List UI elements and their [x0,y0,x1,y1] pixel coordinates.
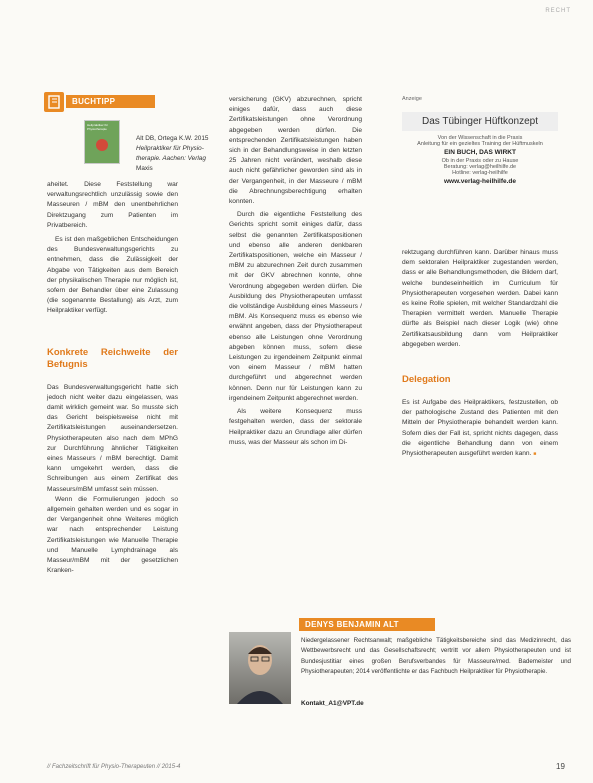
footer-publication: // Fachzeitschrift für Physio-Therapeuten // 2015-4 [47,764,181,770]
column-1 [47,180,178,577]
author-photo [229,632,291,704]
col1-paragraph-4: Wenn die Formulierungen jedoch so allgemein gehalten werden und es sogar in der Vergangenheit ohne Weiteres möglich war nach entsprechender Leistung Zertifikatsleistungen wie Manuelle Therapie und Manuelle Lymphdrainage als Masseur/mBM mit der gesetzlichen Kranken- [47,495,178,575]
ad-box[interactable] [402,112,558,212]
column-2 [229,95,362,448]
book-cover-emblem [96,139,108,151]
author-bio: Niedergelassener Rechtsanwalt; maßgebliche Tätigkeitsbereiche sind das Medizinrecht, das Wettbewerbsrecht und das Gesellschaftsrecht; vertritt vor allem Physiotherapeuten und ist Bundesjustitiar eines großen Berufsverbandes für Masseure/med. Bademeister und Physiotherapeuten; 2014 veröffentlichte er das Fachbuch Heilpraktiker für Physiotherapie. [301,637,571,676]
col3-paragraph-2 [402,398,558,459]
citation-line-4: Maxis [136,165,153,172]
ad-label: Anzeige [402,96,422,102]
col2-paragraph-1: versicherung (GKV) abzurechnen, spricht einiges dafür, dass auch diese Zertifikatsleistungen ohne Verordnung abgegeben werden dürfen. Die entsprechenden Zertifikatsleistungen haben sich in der Behandlungsweise in den letzten 25 Jahren nicht verändert, weshalb diese auch nicht gefährlicher geworden sind als in der Vergangenheit, in der Masseure / mBM die Abrechnungsberechtigung erhalten konnten. [229,96,362,206]
book-icon [44,92,64,112]
ad-contact-1: Ob in der Praxis oder zu Hause [441,158,519,164]
author-box [229,618,571,714]
col1-paragraph-3: Das Bundesverwaltungsgericht hatte sich jedoch nicht weiter dazu eingelassen, was damit wirklich gemeint war. So musste sich das Gericht beispielsweise nicht mit Zertifikatsleistungen auseinandersetzen. Physiotherapeuten also nach dem MPhG zur Durchführung ähnlicher Tätigkeiten eines Masseurs / mBM berechtigt. Damit kann umgekehrt werden, dass die Schreibungen aus einem Zertifikat des Masseurs/mBM umfasst sein müssen. [47,383,178,493]
col1-paragraph-2: Es ist den maßgeblichen Entscheidungen des Bundesverwaltungsgerichts zu entnehmen, dass die Zulässigkeit der Abgabe von Tätigkeiten aus dem Bereich der physikalischen Therapie nur möglich ist, sofern der Behandler über eine Zulassung (die sogenannte Bestallung) als Arzt, zum Heilpraktiker verfügt. [47,236,178,315]
ad-bold-line: EIN BUCH, DAS WIRKT [444,149,516,156]
author-contact[interactable]: Kontakt_A1@VPT.de [301,700,364,707]
book-cover-title: Heilpraktiker für Physiotherapie [87,123,109,131]
col2-paragraph-3: Als weitere Konsequenz muss festgehalten werden, dass der sektorale Heilpraktiker dazu an Grundlage aller dürfen muss, was der Masseur als schon im Di- [229,408,362,446]
ad-title: Das Tübinger Hüftkonzept [402,112,558,131]
book-citation [136,134,208,174]
citation-line-1: Alt DB, Ortega K.W. 2015 [136,135,209,142]
ad-contact-3: Hotline: verlag-heilhilfe [452,170,508,176]
col2-paragraph-2: Durch die eigentliche Feststellung des Gerichts spricht somit einiges dafür, dass selbst die genannten Zertifikatspositionen und ebenso alle anderen denkbaren Zertifikatspositionen, welche ein Masseur / mBM zu abzurechnen Zeit durch zusammen mit der GKV abrechnen konnte, ohne Verordnung abgegeben werden dürfen. Die Ausbildung des Physiotherapeuten umfasst die vollständige Ausbildung eines Masseurs / mBM. Als Konsequenz muss es ebenso wie erwähnt angeben, dass der Physiotherapeut ebenso alle Leistungen ohne Verordnung abgeben können muss, sofern diese Leistungen zu irgendeinem Zeitpunkt einmal von einem Masseur / mBM hatten durchgeführt und abgerechnet werden können. Denn nur für Leistungen kann zu irgendeinem Zeitpunkt abgerechnet werden. [229,211,362,402]
section-label: RECHT [545,8,571,14]
col3-paragraph-2-text: Es ist Aufgabe des Heilpraktikers, festzustellen, ob der pathologische Zustand des Patienten mit den Mitteln der Physiotherapie behandelt werden kann. Sofern dies der Fall ist, spricht nichts dagegen, dass die eigentliche Behandlung dann von einem Physiotherapeuten ausgeführt werden kann. [402,399,558,458]
page-number: 19 [556,762,565,771]
ad-contact-2: Beratung: verlag@heilhilfe.de [443,164,517,170]
ad-url-link[interactable]: www.verlag-heilhilfe.de [444,178,516,185]
citation-line-3: therapie. Aachen: Verlag [136,155,206,162]
buchtipp-box [44,92,218,172]
book-cover [84,120,120,164]
col3-paragraph-1: rektzugang durchführen kann. Darüber hinaus muss dem sektoralen Heilpraktiker zugestanden werden, dass er alle Behandlungsmethoden, die Bildern darf, welche bundeseinheitlich im Curriculum für Physiotherapeuten vorgesehen werden. Dabei kann es keine Rolle spielen, mit welcher Standardzahl die Therapien vermittelt werden. Manuelle Therapie dürfte als Beispiel nach dieser Logik (wie) ohne Zertifikatsausbildung dann vom Heilpraktiker abgegeben werden. [402,249,558,348]
col3-heading: Delegation [402,374,451,386]
buchtipp-tag: BUCHTIPP [66,95,155,108]
col1-heading: Konkrete Reichweite der Befugnis [47,346,178,370]
ad-line-2: Anleitung für ein gezieltes Training der Hüftmuskeln [417,141,543,147]
end-mark: ■ [533,451,537,458]
author-tag: DENYS BENJAMIN ALT [299,618,435,631]
citation-line-2: Heilpraktiker für Physio- [136,145,204,152]
column-3 [402,248,558,459]
ad-line-1: Von der Wissenschaft in die Praxis [437,135,523,141]
col1-paragraph-1: aheitet. Diese Feststellung war verwaltungsrechtlich unzulässig sowie den Masseuren / mBM den unentbehrlichen Direktzugang zum Patienten im Privatbereich. [47,181,178,229]
